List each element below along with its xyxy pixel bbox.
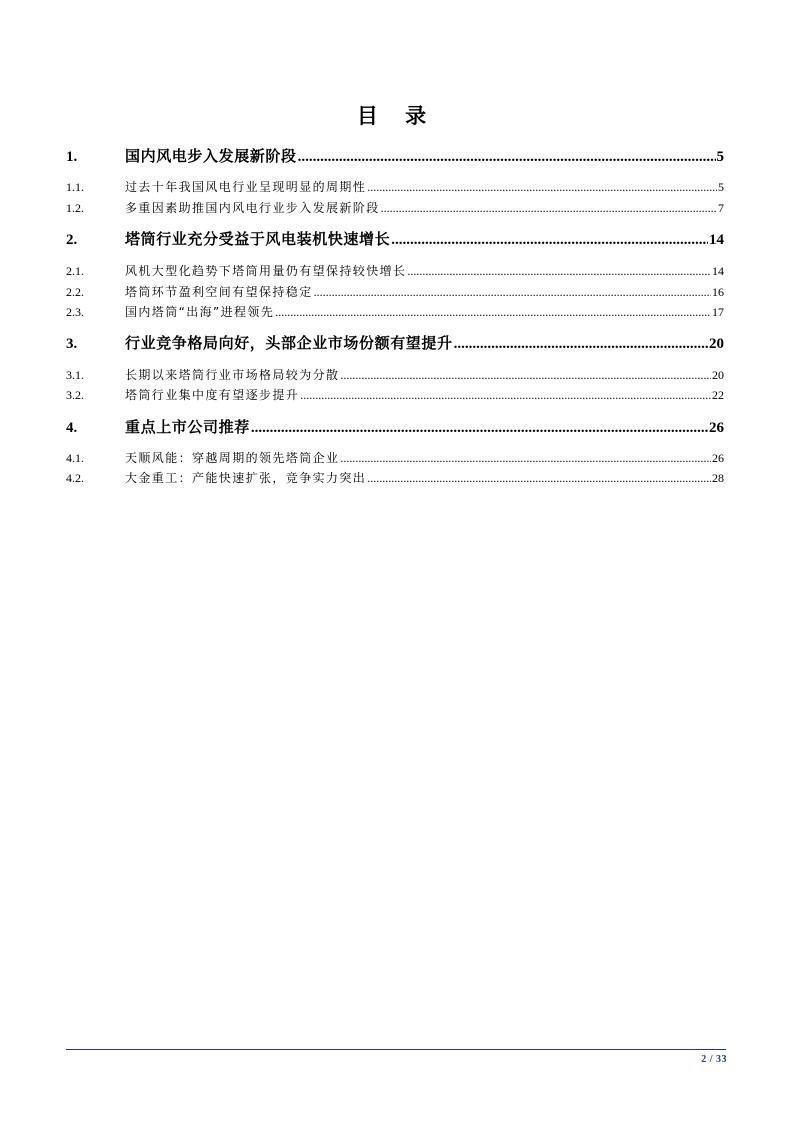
toc-entry-number: 1.1. xyxy=(66,180,84,194)
toc-entry-page: 20 xyxy=(709,336,724,352)
toc-leader-dots xyxy=(407,262,711,280)
toc-entry-label: 重点上市公司推荐 xyxy=(125,418,250,436)
toc-entry-page: 16 xyxy=(712,285,724,299)
toc-leader-dots xyxy=(391,229,708,251)
toc-entry-label: 大金重工：产能快速扩张，竞争实力突出 xyxy=(125,471,367,485)
toc-entry-number: 4.1. xyxy=(66,451,84,465)
toc-leader-dots xyxy=(367,469,711,487)
toc-entry-label: 多重因素助推国内风电行业步入发展新阶段 xyxy=(125,201,380,215)
toc-entry-page: 26 xyxy=(709,420,724,436)
toc-entry-label: 塔筒行业集中度有望逐步提升 xyxy=(125,388,300,402)
toc-entry-label: 天顺风能：穿越周期的领先塔筒企业 xyxy=(125,451,340,465)
toc-entry-label: 塔筒环节盈利空间有望保持稳定 xyxy=(125,285,313,299)
toc-entry-3[interactable] xyxy=(66,332,724,354)
toc-leader-dots xyxy=(275,303,711,321)
toc-entry-1-2[interactable] xyxy=(66,199,724,217)
toc-leader-dots xyxy=(367,178,717,196)
toc-entry-2[interactable] xyxy=(66,228,724,250)
toc-entry-number: 2.3. xyxy=(66,305,84,319)
toc-entry-2-3[interactable] xyxy=(66,303,724,321)
toc-entry-label: 国内风电步入发展新阶段 xyxy=(125,147,297,165)
toc-entry-page: 5 xyxy=(718,180,724,194)
toc-entry-label: 国内塔筒“出海”进程领先 xyxy=(125,305,275,319)
toc-leader-dots xyxy=(454,333,708,355)
toc-entry-number: 4.2. xyxy=(66,471,84,485)
toc-entry-page: 28 xyxy=(712,471,724,485)
toc-leader-dots xyxy=(340,449,711,467)
toc-entry-label: 长期以来塔筒行业市场格局较为分散 xyxy=(125,368,340,382)
toc-entry-page: 5 xyxy=(716,149,724,165)
toc-entry-label: 塔筒行业充分受益于风电装机快速增长 xyxy=(125,230,391,248)
toc-leader-dots xyxy=(300,386,711,404)
toc-entry-page: 17 xyxy=(712,305,724,319)
toc-entry-number: 3.2. xyxy=(66,388,84,402)
toc-entry-4-2[interactable] xyxy=(66,469,724,487)
toc-entry-number: 1.2. xyxy=(66,201,84,215)
toc-entry-number: 2.1. xyxy=(66,264,84,278)
toc-leader-dots xyxy=(314,283,711,301)
toc-entry-page: 14 xyxy=(712,264,724,278)
toc-entry-page: 22 xyxy=(712,388,724,402)
toc-entry-page: 14 xyxy=(709,232,724,248)
toc-entry-label: 行业竞争格局向好，头部企业市场份额有望提升 xyxy=(125,334,453,352)
toc-entry-label: 过去十年我国风电行业呈现明显的周期性 xyxy=(125,180,367,194)
toc-entry-number: 4. xyxy=(66,420,78,436)
toc-leader-dots xyxy=(381,199,717,217)
toc-entry-4[interactable] xyxy=(66,416,724,438)
toc-title: 目 录 xyxy=(356,104,437,128)
toc-entry-number: 3. xyxy=(66,336,78,352)
toc-leader-dots xyxy=(251,417,708,439)
toc-leader-dots xyxy=(340,366,711,384)
toc-entry-number: 1. xyxy=(66,149,78,165)
toc-entry-1[interactable] xyxy=(66,145,724,167)
toc-entry-1-1[interactable] xyxy=(66,178,724,196)
toc-entry-page: 7 xyxy=(718,201,724,215)
toc-entry-2-1[interactable] xyxy=(66,262,724,280)
toc-entry-number: 2.2. xyxy=(66,285,84,299)
toc-entry-3-2[interactable] xyxy=(66,386,724,404)
toc-entry-label: 风机大型化趋势下塔筒用量仍有望保持较快增长 xyxy=(125,264,407,278)
toc-entry-number: 3.1. xyxy=(66,368,84,382)
toc-entry-3-1[interactable] xyxy=(66,366,724,384)
toc-entry-page: 26 xyxy=(712,451,724,465)
page-number: 2 / 33 xyxy=(701,1054,727,1065)
toc-entry-2-2[interactable] xyxy=(66,283,724,301)
toc-entry-4-1[interactable] xyxy=(66,449,724,467)
toc-entry-number: 2. xyxy=(66,232,78,248)
footer-divider xyxy=(66,1049,726,1050)
toc-leader-dots xyxy=(298,146,716,168)
toc-entry-page: 20 xyxy=(712,368,724,382)
